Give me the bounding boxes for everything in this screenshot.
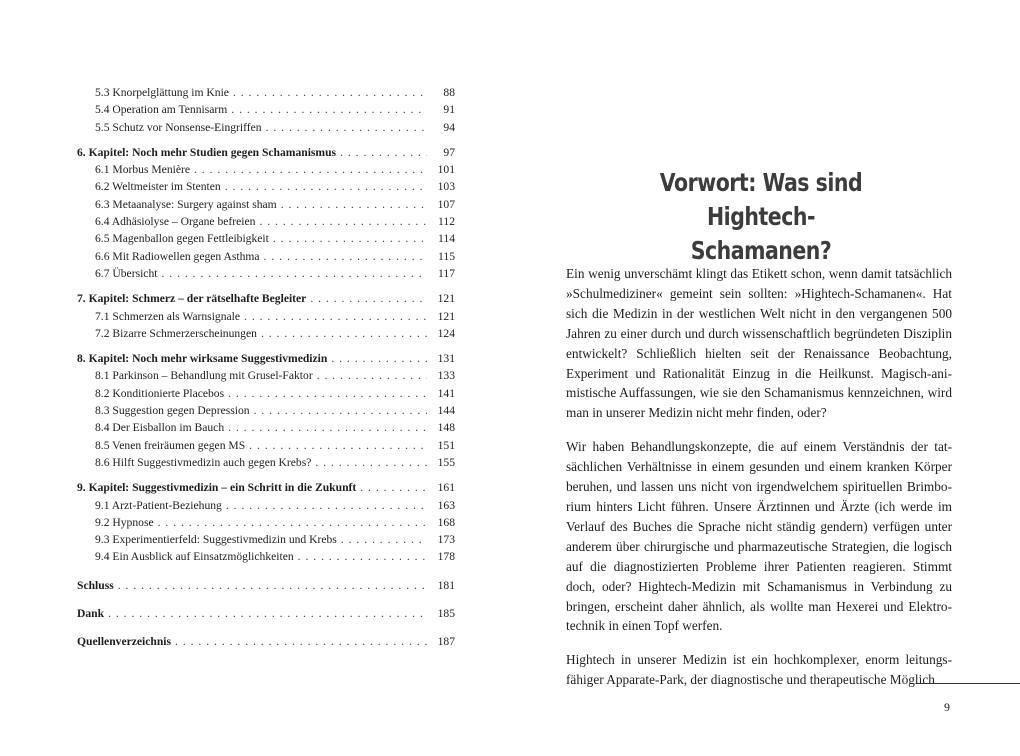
toc-entry-title: 6. Kapitel: Noch mehr Studien gegen Schamanismus <box>77 145 337 159</box>
toc-entry-title: 6.5 Magenballon gegen Fettleibigkeit <box>95 232 269 246</box>
toc-page-number: 161 <box>437 481 455 495</box>
toc-section-entry <box>77 101 455 118</box>
toc-leader-dots <box>226 497 427 514</box>
toc-entry-title: 8.3 Suggestion gegen Depression <box>95 404 250 418</box>
toc-leader-dots <box>233 84 427 101</box>
toc-page-number: 112 <box>438 215 455 229</box>
toc-section-entry <box>77 437 455 454</box>
toc-leader-dots <box>266 119 427 136</box>
toc-leader-dots <box>231 101 427 118</box>
toc-entry-title: 9.3 Experimentierfeld: Suggestivmedizin und Krebs <box>95 533 337 547</box>
toc-section-entry <box>77 531 455 548</box>
toc-leader-dots <box>118 577 427 594</box>
chapter-heading <box>634 166 888 268</box>
toc-section-entry <box>77 213 455 230</box>
toc-entry-title: 8.5 Venen freiräumen gegen MS <box>95 438 246 452</box>
toc-leader-dots <box>158 514 427 531</box>
toc-page-number: 97 <box>443 145 455 159</box>
toc-entry-title: 6.3 Metaanalyse: Surgery against sham <box>95 197 277 211</box>
toc-page-number: 88 <box>443 86 455 99</box>
toc-leader-dots <box>317 367 427 384</box>
toc-spacer <box>77 566 455 577</box>
toc-leader-dots <box>340 144 427 161</box>
toc-entry-title: 5.3 Knorpelglättung im Knie <box>95 86 229 99</box>
chapter-heading-line-2: Schamanen? <box>690 236 832 265</box>
toc-leader-dots <box>360 479 427 496</box>
body-text <box>566 264 952 704</box>
toc-leader-dots <box>298 548 427 565</box>
toc-spacer <box>77 594 455 605</box>
toc-section-entry <box>77 325 455 342</box>
toc-entry-title: 6.4 Adhäsiolyse – Organe befreien <box>95 215 256 229</box>
toc-page-number: 115 <box>438 249 455 263</box>
toc-page-number: 185 <box>437 607 455 621</box>
toc-section-entry <box>77 196 455 213</box>
toc-page-number: 168 <box>437 515 455 529</box>
toc-page-number: 144 <box>437 404 455 418</box>
toc-section-entry <box>77 248 455 265</box>
toc-page-number: 103 <box>437 180 455 194</box>
toc-page-number: 187 <box>437 635 455 649</box>
toc-entry-title: 9. Kapitel: Suggestivmedizin – ein Schritt in die Zukunft <box>77 481 357 495</box>
toc-page-number: 121 <box>437 292 455 306</box>
toc-entry-title: 5.5 Schutz vor Nonsense-Eingriffen <box>95 120 262 134</box>
toc-page-number: 114 <box>438 232 455 246</box>
toc-section-entry <box>77 419 455 436</box>
toc-leader-dots <box>108 605 427 622</box>
toc-section-entry <box>77 178 455 195</box>
toc-page-number: 131 <box>437 352 455 366</box>
toc-chapter-entry <box>77 350 455 367</box>
toc-chapter-entry <box>77 633 455 650</box>
chapter-heading-line-1: Vorwort: Was sind Hightech- <box>659 168 863 231</box>
toc-entry-title: 8.4 Der Eisballon im Bauch <box>95 421 225 435</box>
toc-section-entry <box>77 454 455 471</box>
right-page <box>510 0 1020 756</box>
toc-page-number: 141 <box>437 386 455 400</box>
toc-page-number: 107 <box>437 197 455 211</box>
toc-entry-title: 7. Kapitel: Schmerz – der rätselhafte Begleiter <box>77 292 307 306</box>
toc-leader-dots <box>228 385 427 402</box>
paragraph-1: Ein wenig unverschämt klingt das Etikett schon, wenn damit tatsächlich »Schulmediziner« gemeint sein sollten: »Hightech-Schamanen«. Hat sich die Medizin in der westlichen Welt nicht in den vergangenen 500 Jahren zu einer durch und durch wissenschaftlich begründeten Disziplin entwickelt? Schließlich hielten seit der Renaissance Beobachtung, Experiment und Rationalität Einzug in die Heilkunst. Magisch-animistische Auffassungen, wie sie den Schamanismus kennzeichnen, wird man in unserer Medizin nicht mehr finden, oder? <box>566 266 952 421</box>
toc-page-number: 117 <box>438 266 455 280</box>
toc-page-number: 91 <box>443 103 455 117</box>
toc-entry-title: 6.7 Übersicht <box>95 266 158 280</box>
toc-page-number: 151 <box>437 438 455 452</box>
toc-entry-title: Dank <box>77 607 105 621</box>
toc-spacer <box>77 282 455 290</box>
toc-entry-title: 8. Kapitel: Noch mehr wirksame Suggestivmedizin <box>77 352 328 366</box>
toc-leader-dots <box>175 633 427 650</box>
toc-section-entry <box>77 230 455 247</box>
table-of-contents <box>77 84 455 651</box>
footer-rule <box>917 683 1020 684</box>
toc-leader-dots <box>225 178 427 195</box>
toc-page-number: 94 <box>443 120 455 134</box>
toc-chapter-entry <box>77 577 455 594</box>
toc-entry-title: 8.6 Hilft Suggestivmedizin auch gegen Krebs? <box>95 455 312 469</box>
toc-page-number: 101 <box>437 163 455 177</box>
toc-spacer <box>77 342 455 350</box>
toc-leader-dots <box>261 325 427 342</box>
toc-page-number: 124 <box>437 326 455 340</box>
toc-leader-dots <box>244 308 427 325</box>
toc-section-entry <box>77 497 455 514</box>
paragraph-3: Hightech in unserer Medizin ist ein hochkomplexer, enorm leitungsfähiger Apparate-Park, der diagnostische und therapeutische Möglich <box>566 652 952 688</box>
toc-page-number: 173 <box>437 533 455 547</box>
toc-leader-dots <box>331 350 427 367</box>
toc-leader-dots <box>259 213 427 230</box>
toc-section-entry <box>77 161 455 178</box>
toc-page-number: 155 <box>437 455 455 469</box>
toc-page-number: 163 <box>437 498 455 512</box>
toc-leader-dots <box>281 196 427 213</box>
toc-entry-title: 6.6 Mit Radiowellen gegen Asthma <box>95 249 260 263</box>
toc-entry-title: 7.1 Schmerzen als Warnsignale <box>95 309 241 323</box>
page-number: 9 <box>944 700 950 714</box>
toc-chapter-entry <box>77 605 455 622</box>
toc-entry-title: 6.2 Weltmeister im Stenten <box>95 180 221 194</box>
toc-entry-title: 7.2 Bizarre Schmerzerscheinungen <box>95 326 257 340</box>
toc-section-entry <box>77 308 455 325</box>
toc-entry-title: Schluss <box>77 578 114 592</box>
toc-entry-title: Quellenverzeichnis <box>77 635 172 649</box>
toc-entry-title: 5.4 Operation am Tennisarm <box>95 103 228 117</box>
toc-page-number: 178 <box>437 550 455 564</box>
toc-entry-title: 8.1 Parkinson – Behandlung mit Grusel-Faktor <box>95 369 313 383</box>
toc-chapter-entry <box>77 479 455 496</box>
toc-leader-dots <box>254 402 427 419</box>
toc-section-entry <box>77 84 455 101</box>
toc-page-number: 121 <box>437 309 455 323</box>
toc-section-entry <box>77 402 455 419</box>
toc-entry-title: 6.1 Morbus Menière <box>95 163 190 177</box>
toc-leader-dots <box>161 265 427 282</box>
toc-leader-dots <box>194 161 427 178</box>
toc-leader-dots <box>228 419 427 436</box>
toc-spacer <box>77 136 455 144</box>
toc-section-entry <box>77 514 455 531</box>
toc-leader-dots <box>310 290 427 307</box>
toc-entry-title: 8.2 Konditionierte Placebos <box>95 386 225 400</box>
toc-section-entry <box>77 548 455 565</box>
toc-spacer <box>77 471 455 479</box>
toc-leader-dots <box>249 437 427 454</box>
paragraph-2: Wir haben Behandlungskonzepte, die auf einem Verständnis der tatsächlichen Verhältnisse in einem gesunden und einem kranken Körper beruhen, und lassen uns nicht von irgendwelchem spirituellen Brimborium hinters Licht führen. Unsere Ärztinnen und Ärzte (ich werde im Verlauf des Buches die Sprache nicht ständig gendern) verfügen unter anderem über chirurgische und pharmazeutische Strategien, die logisch auf die diagnostizierten Probleme ihrer Patienten reagieren. Stimmt doch, oder? Hightech-Medizin mit Schamanismus in Verbindung zu bringen, erscheint daher ähnlich, als wollte man Hexerei und Elektrotechnik in einen Topf werfen. <box>566 439 952 634</box>
toc-entry-title: 9.4 Ein Ausblick auf Einsatzmöglichkeiten <box>95 550 294 564</box>
toc-page-number: 148 <box>437 421 455 435</box>
toc-entry-title: 9.2 Hypnose <box>95 515 154 529</box>
toc-section-entry <box>77 265 455 282</box>
toc-entry-title: 9.1 Arzt-Patient-Beziehung <box>95 498 222 512</box>
toc-spacer <box>77 622 455 633</box>
toc-leader-dots <box>341 531 427 548</box>
toc-page-number: 133 <box>437 369 455 383</box>
toc-page-number: 181 <box>437 578 455 592</box>
toc-leader-dots <box>315 454 427 471</box>
toc-section-entry <box>77 367 455 384</box>
toc-chapter-entry <box>77 290 455 307</box>
toc-chapter-entry <box>77 144 455 161</box>
toc-leader-dots <box>264 248 427 265</box>
toc-section-entry <box>77 385 455 402</box>
toc-section-entry <box>77 119 455 136</box>
toc-leader-dots <box>273 230 427 247</box>
